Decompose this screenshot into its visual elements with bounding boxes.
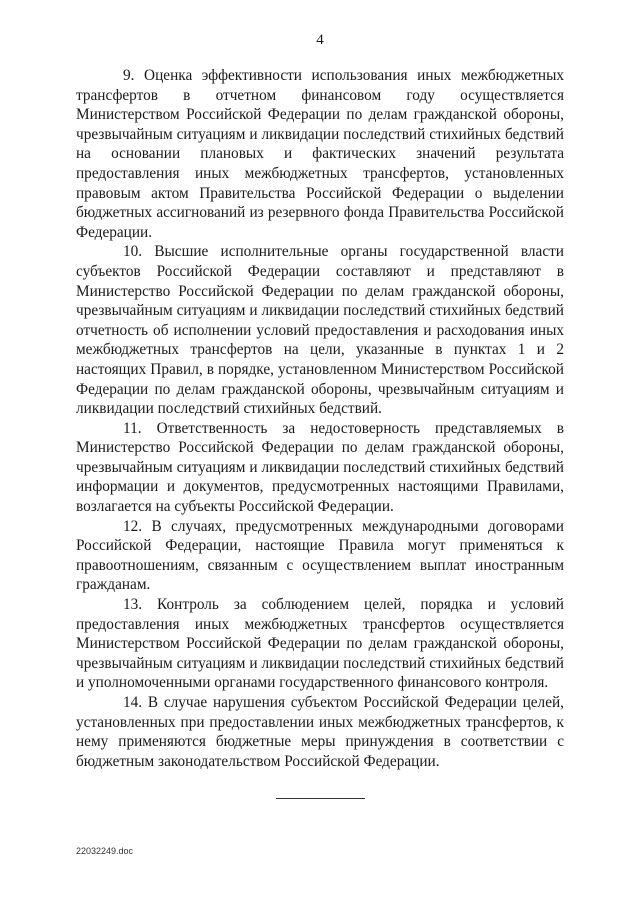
paragraph-10 — [76, 242, 564, 418]
paragraph-text: В случаях, предусмотренных международными договорами Российской Федерации, настоящие Правила могут применяться к правоотношениям, связанным с осуществлением выплат иностранным гражданам. — [76, 517, 564, 594]
page-number: 4 — [316, 32, 324, 48]
paragraph-12 — [76, 517, 564, 595]
paragraph-14 — [76, 693, 564, 771]
paragraph-text: Контроль за соблюдением целей, порядка и условий предоставления иных межбюджетных трансфертов осуществляется Министерством Российской Федерации по делам гражданской обороны, чрезвычайным ситуациям и ликвидации последствий стихийных бедствий и уполномоченными органами государственного финансового контроля. — [76, 596, 564, 692]
paragraph-number: 12. — [123, 517, 143, 535]
paragraph-text: Высшие исполнительные органы государственной власти субъектов Российской Федерации составляют и представляют в Министерство Российской Федерации по делам гражданской обороны, чрезвычайным ситуациям и ликвидации последствий стихийных бедствий отчетность об исполнении условий предоставления и расходования иных межбюджетных трансфертов на цели, указанные в пунктах 1 и 2 настоящих Правил, в порядке, установленном Министерством Российской Федерации по делам гражданской обороны, чрезвычайным ситуациям и ликвидации последствий стихийных бедствий. — [76, 243, 564, 418]
paragraph-number: 10. — [123, 243, 143, 261]
paragraph-13 — [76, 595, 564, 693]
paragraph-number: 14. — [123, 694, 143, 711]
paragraph-text: Ответственность за недостоверность представляемых в Министерство Российской Федерации по делам гражданской обороны, чрезвычайным ситуациям и ликвидации последствий стихийных бедствий информации и документов, предусмотренных настоящими Правилами, возлагается на субъекты Российской Федерации. — [76, 419, 564, 516]
document-file-id: 22032249.doc — [76, 846, 134, 856]
paragraph-number: 9. — [123, 67, 135, 84]
end-of-document-rule — [276, 798, 365, 799]
paragraph-9 — [76, 66, 564, 242]
paragraph-text: Оценка эффективности использования иных межбюджетных трансфертов в отчетном финансовом году осуществляется Министерством Российской Федерации по делам гражданской обороны, чрезвычайным ситуациям и ликвидации последствий стихийных бедствий на основании плановых и фактических значений результата предоставления иных межбюджетных трансфертов, установленных правовым актом Правительства Российской Федерации о выделении бюджетных ассигнований из резервного фонда Правительства Российской Федерации. — [76, 67, 564, 241]
paragraph-text: В случае нарушения субъектом Российской Федерации целей, установленных при предоставлении иных межбюджетных трансфертов, к нему применяются бюджетные меры принуждения в соответствии с бюджетным законодательством Российской Федерации. — [76, 694, 564, 770]
paragraph-11 — [76, 419, 564, 517]
document-body — [76, 66, 564, 771]
paragraph-number: 11. — [123, 419, 142, 437]
paragraph-number: 13. — [123, 596, 143, 614]
